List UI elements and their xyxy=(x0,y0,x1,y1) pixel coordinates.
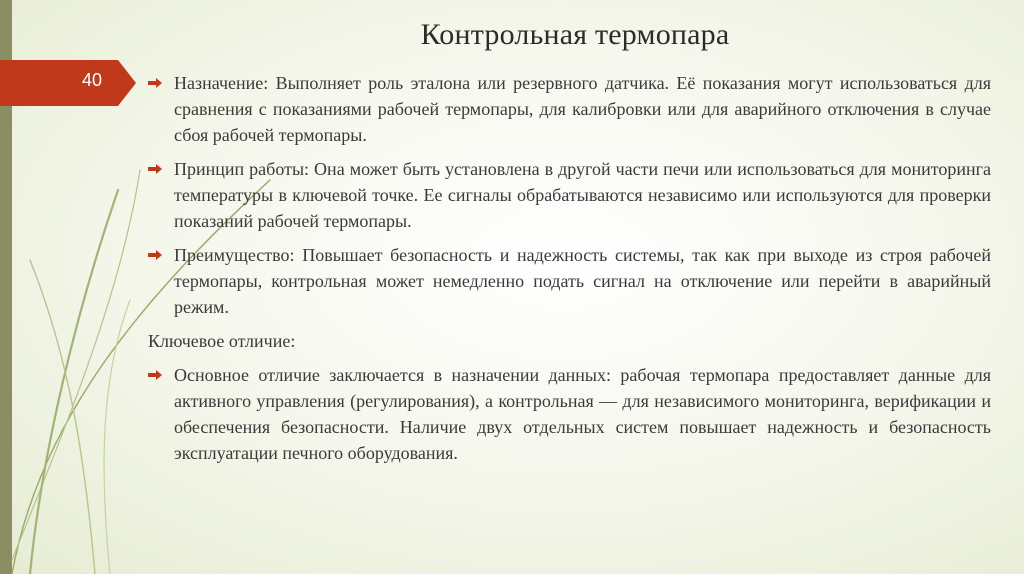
bullet-item-principle xyxy=(148,156,991,234)
arrow-bullet-icon xyxy=(148,370,162,380)
bullet-text: Преимущество: Повышает безопасность и надежность системы, так как при выходе из строя рабочей термопары, контрольная может немедленно подать сигнал на отключение или перейти в аварийный режим. xyxy=(174,245,991,317)
bullet-text: Назначение: Выполняет роль эталона или резервного датчика. Её показания могут использоваться для сравнения с показаниями рабочей термопары, для калибровки или для аварийного отключения в случае сбоя рабочей термопары. xyxy=(174,73,991,145)
arrow-bullet-icon xyxy=(148,164,162,174)
bullet-item-key-difference xyxy=(148,362,991,466)
arrow-bullet-icon xyxy=(148,250,162,260)
slide-number: 40 xyxy=(81,70,103,90)
section-label: Ключевое отличие: xyxy=(148,331,296,351)
bullet-text: Основное отличие заключается в назначении данных: рабочая термопара предоставляет данные для активного управления (регулирования), а контрольная — для независимого мониторинга, верификации и обеспечения безопасности. Наличие двух отдельных систем повышает надежность и безопасность эксплуатации печного оборудования. xyxy=(174,365,991,463)
bullet-text: Принцип работы: Она может быть установлена в другой части печи или использоваться для мониторинга температуры в ключевой точке. Ее сигналы обрабатываются независимо или используются для проверки показаний рабочей термопары. xyxy=(174,159,991,231)
bullet-item-advantage xyxy=(148,242,991,320)
slide-number-arrow-icon xyxy=(0,60,140,106)
slide-title: Контрольная термопара xyxy=(420,18,730,51)
slide-content xyxy=(148,70,991,474)
slide-number-badge xyxy=(0,60,140,106)
bullet-item-purpose xyxy=(148,70,991,148)
arrow-bullet-icon xyxy=(148,78,162,88)
